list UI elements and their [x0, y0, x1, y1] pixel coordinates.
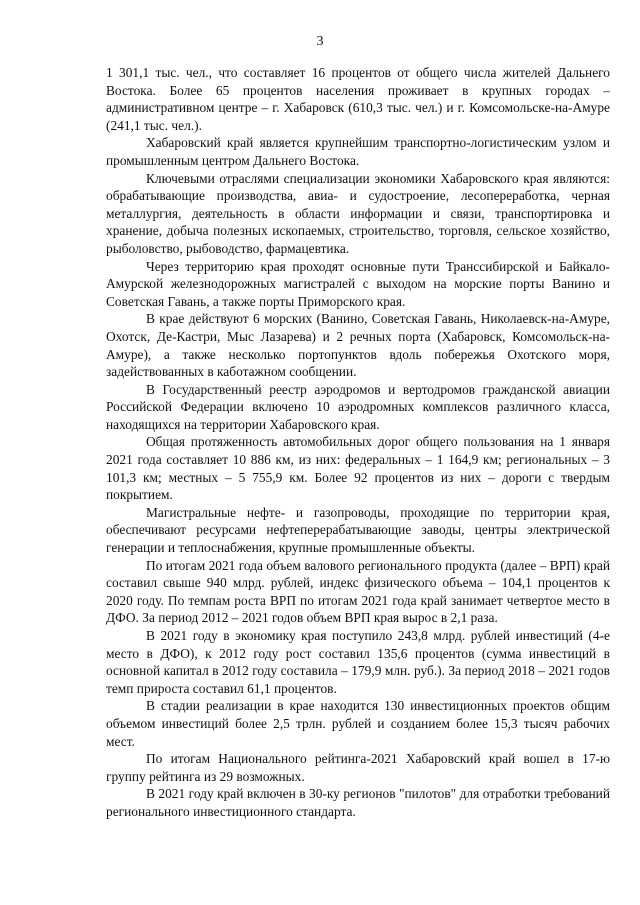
paragraph-population: 1 301,1 тыс. чел., что составляет 16 процентов от общего числа жителей Дальнего Востока. Более 65 процентов населения проживает в крупных городах – административном центре – г. Хабаровск (610,3 тыс. чел.) и г. Комсомольске-на-Амуре (241,1 тыс. чел.).: [106, 65, 610, 133]
paragraph-grp: По итогам 2021 года объем валового регионального продукта (далее – ВРП) край составил свыше 940 млрд. рублей, индекс физического объема – 104,1 процентов к 2020 году. По темпам роста ВРП по итогам 2021 года край занимает четвертое место в ДФО. За период 2012 – 2021 годов объем ВРП края вырос в 2,1 раза.: [106, 557, 610, 626]
paragraph-railways: Через территорию края проходят основные пути Транссибирской и Байкало-Амурской железнодорожных магистралей с выходом на морские порты Ванино и Советская Гавань, а также порты Приморского края.: [106, 258, 610, 309]
paragraph-investment-projects: В стадии реализации в крае находится 130 инвестиционных проектов общим объемом инвестиций более 2,5 трлн. рублей и созданием более 15,3 тысяч рабочих мест.: [106, 698, 610, 749]
paragraph-pilot-regions: В 2021 году край включен в 30-ку регионов "пилотов" для отработки требований регионального инвестиционного стандарта.: [106, 786, 610, 819]
page-number: 3: [316, 34, 324, 49]
document-body: [106, 64, 610, 821]
paragraph-key-industries: Ключевыми отраслями специализации экономики Хабаровского края являются: обрабатывающие производства, авиа- и судостроение, лесопереработка, черная металлургия, деятельность в области информации и связи, транспортировка и хранение, добыча полезных ископаемых, строительство, торговля, сельское хозяйство, рыболовство, рыбоводство, фармацевтика.: [106, 170, 610, 256]
paragraph-national-rating: По итогам Национального рейтинга-2021 Хабаровский край вошел в 17-ю группу рейтинга из 29 возможных.: [106, 751, 610, 784]
paragraph-ports: В крае действуют 6 морских (Ванино, Советская Гавань, Николаевск-на-Амуре, Охотск, Де-Кастри, Мыс Лазарева) и 2 речных порта (Хабаровск, Комсомольск-на-Амуре), а также несколько портопунктов вдоль побережья Охотского моря, задействованных в каботажном сообщении.: [106, 311, 610, 380]
paragraph-investments: В 2021 году в экономику края поступило 243,8 млрд. рублей инвестиций (4-е место в ДФО), к 2012 году рост составил 135,6 процентов (сумма инвестиций в основной капитал в 2012 году составила – 179,9 млн. руб.). За период 2018 – 2021 годов темп прироста составил 61,1 процентов.: [106, 628, 610, 696]
paragraph-roads: Общая протяженность автомобильных дорог общего пользования на 1 января 2021 года составляет 10 886 км, из них: федеральных – 1 164,9 км; региональных – 3 101,3 км; местных – 5 755,9 км. Более 92 процентов из них – дороги с твердым покрытием.: [106, 434, 610, 503]
paragraph-transport-hub: Хабаровский край является крупнейшим транспортно-логистическим узлом и промышленным центром Дальнего Востока.: [106, 135, 610, 168]
paragraph-pipelines: Магистральные нефте- и газопроводы, проходящие по территории края, обеспечивают ресурсами нефтеперерабатывающие заводы, центры электрической генерации и теплоснабжения, крупные промышленные объекты.: [106, 504, 610, 556]
paragraph-aerodromes: В Государственный реестр аэродромов и вертодромов гражданской авиации Российской Федерации включено 10 аэродромных комплексов различного класса, находящихся на территории Хабаровского края.: [106, 381, 610, 432]
